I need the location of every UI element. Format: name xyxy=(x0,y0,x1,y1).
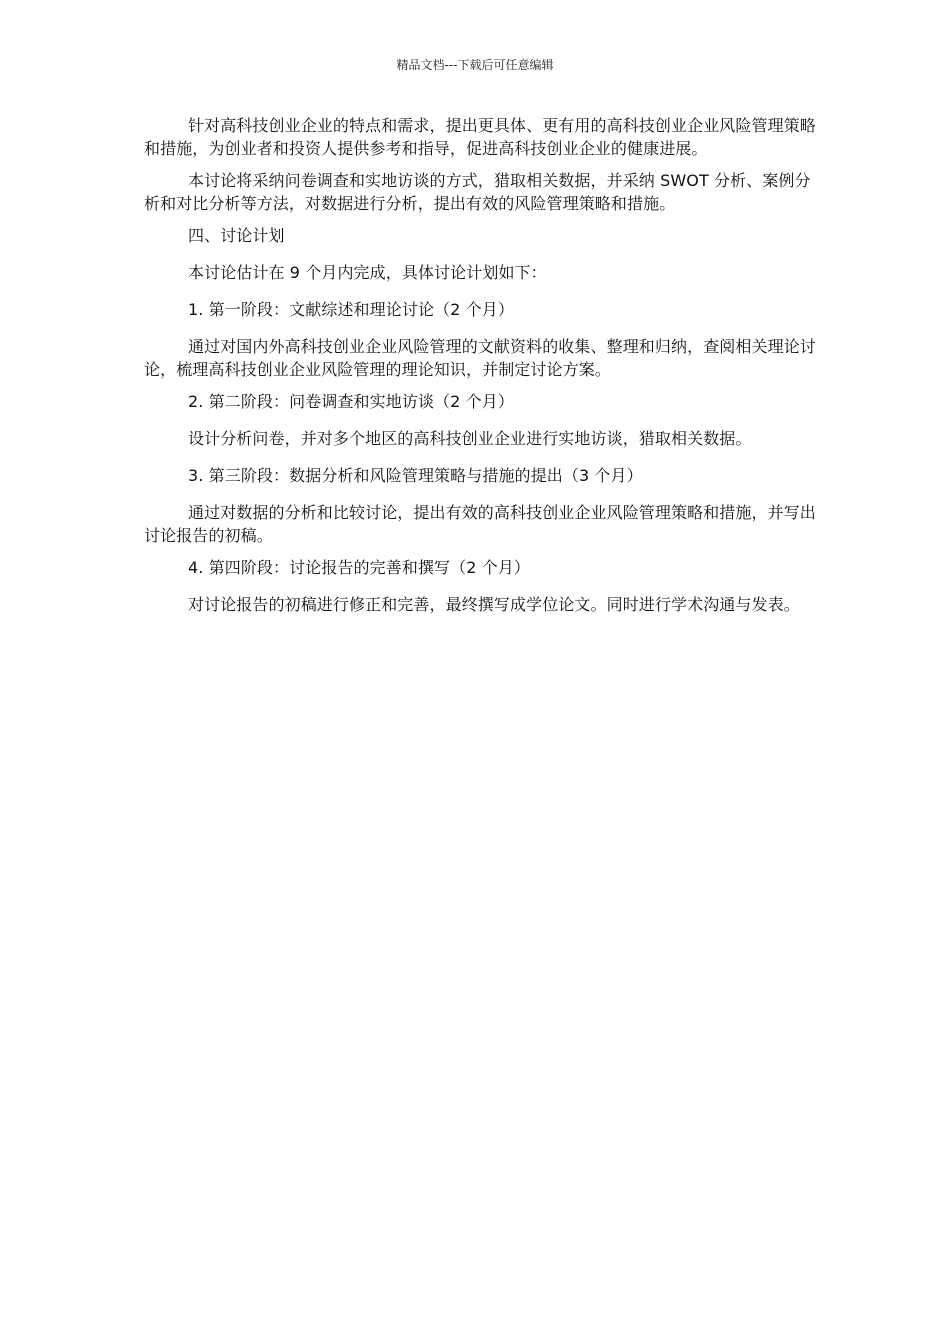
stage-4-heading: 4. 第四阶段：讨论报告的完善和撰写（2 个月） xyxy=(188,558,531,577)
stage-1-description: 通过对国内外高科技创业企业风险管理的文献资料的收集、整理和归纳，查阅相关理论讨论，梳理高科技创业企业风险管理的理论知识，并制定讨论方案。 xyxy=(144,337,816,379)
stage-2-heading: 2. 第二阶段：问卷调查和实地访谈（2 个月） xyxy=(188,392,514,411)
paragraph-methods: 本讨论将采纳问卷调查和实地访谈的方式，猎取相关数据，并采纳 SWOT 分析、案例分析和对比分析等方法，对数据进行分析，提出有效的风险管理策略和措施。 xyxy=(144,171,811,213)
page-header: 精品文档---下载后可任意编辑 xyxy=(396,58,554,72)
stage-2-description: 设计分析问卷，并对多个地区的高科技创业企业进行实地访谈，猎取相关数据。 xyxy=(188,429,752,448)
stage-4-description: 对讨论报告的初稿进行修正和完善，最终撰写成学位论文。同时进行学术沟通与发表。 xyxy=(188,595,800,614)
stage-3-heading: 3. 第三阶段：数据分析和风险管理策略与措施的提出（3 个月） xyxy=(188,466,643,485)
stage-1-heading: 1. 第一阶段：文献综述和理论讨论（2 个月） xyxy=(188,300,514,319)
section-heading-plan: 四、讨论计划 xyxy=(188,226,285,245)
document-body xyxy=(144,114,816,625)
stage-3-description: 通过对数据的分析和比较讨论，提出有效的高科技创业企业风险管理策略和措施，并写出讨论报告的初稿。 xyxy=(144,503,816,545)
paragraph-objectives: 针对高科技创业企业的特点和需求，提出更具体、更有用的高科技创业企业风险管理策略和措施，为创业者和投资人提供参考和指导，促进高科技创业企业的健康进展。 xyxy=(144,116,816,158)
paragraph-plan-intro: 本讨论估计在 9 个月内完成，具体讨论计划如下： xyxy=(188,263,547,282)
